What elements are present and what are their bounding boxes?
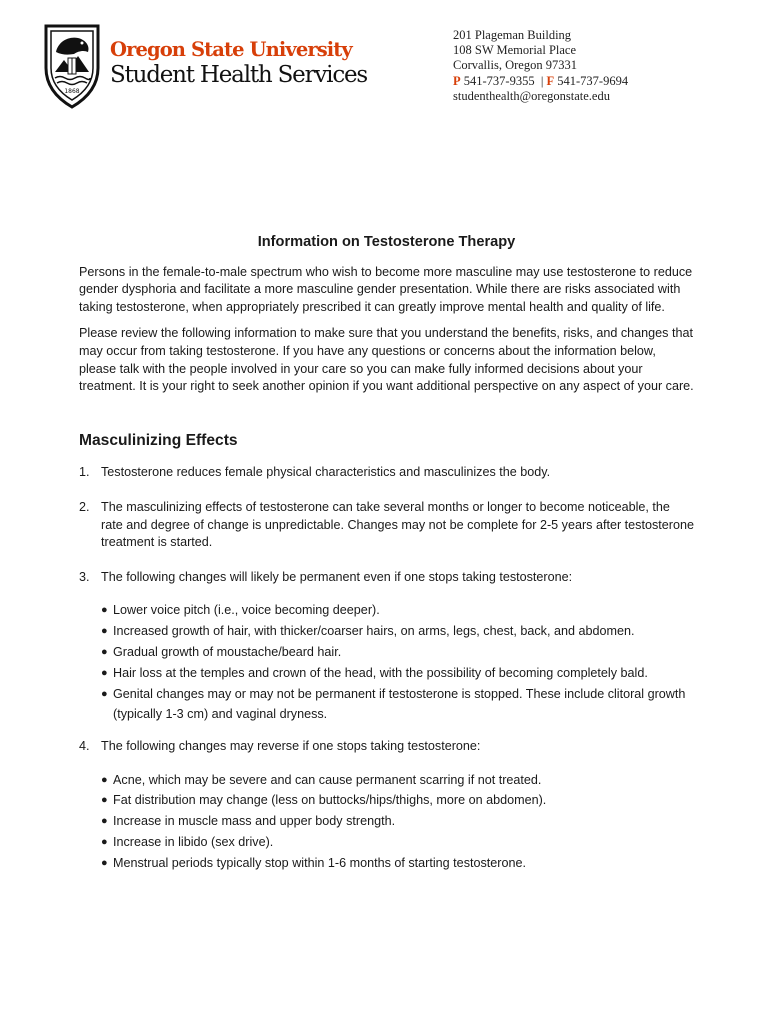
numbered-item: [79, 499, 694, 552]
list-item: [101, 853, 694, 874]
seal-year: 1868: [64, 88, 80, 95]
item-number: 3.: [79, 569, 90, 584]
contact-separator: |: [540, 73, 544, 88]
bullet-text: Increased growth of hair, with thicker/coarser hairs, on arms, legs, chest, back, and abdomen.: [113, 624, 635, 639]
phone-fax-line: [453, 74, 628, 89]
intro-paragraph: Please review the following information to make sure that you understand the benefits, risks, and changes that may occur from taking testosterone. If you have any questions or concerns about the information below, please talk with the people involved in your care so you can make fully informed decisions about your treatment. It is your right to seek another opinion if you want additional perspective on any aspect of your care.: [79, 326, 694, 394]
fax-number: 541-737-9694: [557, 73, 629, 88]
fax-label: F: [546, 73, 555, 88]
list-item: [101, 663, 694, 684]
bullet-text: Gradual growth of moustache/beard hair.: [113, 644, 342, 659]
bullet-text: Genital changes may or may not be permanent if testosterone is stopped. These include clitoral growth (typically 1-3 cm) and vaginal dryness.: [113, 686, 686, 722]
numbered-item: [79, 738, 694, 756]
list-item: [101, 790, 694, 811]
osu-shield-logo: [40, 22, 104, 110]
list-item: [101, 811, 694, 832]
university-name: Oregon State University: [110, 38, 352, 61]
address-line-3: Corvallis, Oregon 97331: [453, 58, 577, 73]
list-item: [101, 770, 694, 791]
department-name: Student Health Services: [110, 62, 368, 88]
document-title: Information on Testosterone Therapy: [257, 234, 516, 250]
bullet-icon: ●: [101, 856, 108, 869]
bullet-icon: ●: [101, 836, 108, 849]
item-text: The following changes will likely be permanent even if one stops taking testosterone:: [101, 569, 573, 584]
address-line-1: 201 Plageman Building: [453, 28, 572, 42]
intro-paragraph: Persons in the female-to-male spectrum who wish to become more masculine may use testosterone to reduce gender dysphoria and facilitate a more masculine gender presentation. While there are risks associated with taking testosterone, when appropriately prescribed it can greatly improve mental health and quality of life.: [79, 264, 693, 314]
list-item: [101, 642, 694, 663]
list-item: [101, 684, 694, 726]
email-address: studenthealth@oregonstate.edu: [453, 88, 610, 103]
phone-label: P: [453, 73, 461, 88]
bullet-icon: ●: [101, 625, 108, 638]
bullet-icon: ●: [101, 645, 108, 658]
bullet-text: Hair loss at the temples and crown of the head, with the possibility of becoming completely bald.: [113, 665, 648, 680]
bullet-icon: ●: [101, 773, 108, 786]
bullet-text: Acne, which may be severe and can cause permanent scarring if not treated.: [113, 772, 542, 787]
bullet-text: Increase in libido (sex drive).: [113, 835, 274, 850]
contact-address: [453, 28, 628, 104]
bullet-text: Menstrual periods typically stop within 1-6 months of starting testosterone.: [113, 855, 526, 870]
phone-number: 541-737-9355: [463, 73, 535, 88]
item-number: 4.: [79, 739, 90, 754]
section-heading: Masculinizing Effects: [79, 431, 238, 449]
bullet-text: Fat distribution may change (less on buttocks/hips/thighs, more on abdomen).: [113, 793, 547, 808]
bullet-list-permanent: [101, 600, 694, 725]
bullet-text: Lower voice pitch (i.e., voice becoming deeper).: [113, 603, 380, 618]
item-text: The masculinizing effects of testosterone can take several months or longer to become noticeable, the rate and degree of change is unpredictable. Changes may not be complete for 2-5 years after testosterone treatment is started.: [101, 499, 694, 550]
numbered-item: [79, 464, 694, 482]
list-item: [101, 621, 694, 642]
item-number: 2.: [79, 499, 90, 514]
item-number: 1.: [79, 465, 90, 480]
bullet-text: Increase in muscle mass and upper body strength.: [113, 814, 396, 829]
osu-logo: [40, 22, 368, 112]
item-text: The following changes may reverse if one stops taking testosterone:: [101, 739, 481, 754]
item-text: Testosterone reduces female physical characteristics and masculinizes the body.: [101, 465, 551, 480]
bullet-icon: ●: [101, 666, 108, 679]
bullet-icon: ●: [101, 794, 108, 807]
list-item: [101, 600, 694, 621]
address-line-2: 108 SW Memorial Place: [453, 43, 577, 58]
document-body: [79, 234, 694, 887]
bullet-icon: ●: [101, 815, 108, 828]
bullet-icon: ●: [101, 604, 108, 617]
numbered-item: [79, 569, 694, 587]
bullet-icon: ●: [101, 687, 108, 700]
bullet-list-reversible: [101, 770, 694, 874]
list-item: [101, 832, 694, 853]
